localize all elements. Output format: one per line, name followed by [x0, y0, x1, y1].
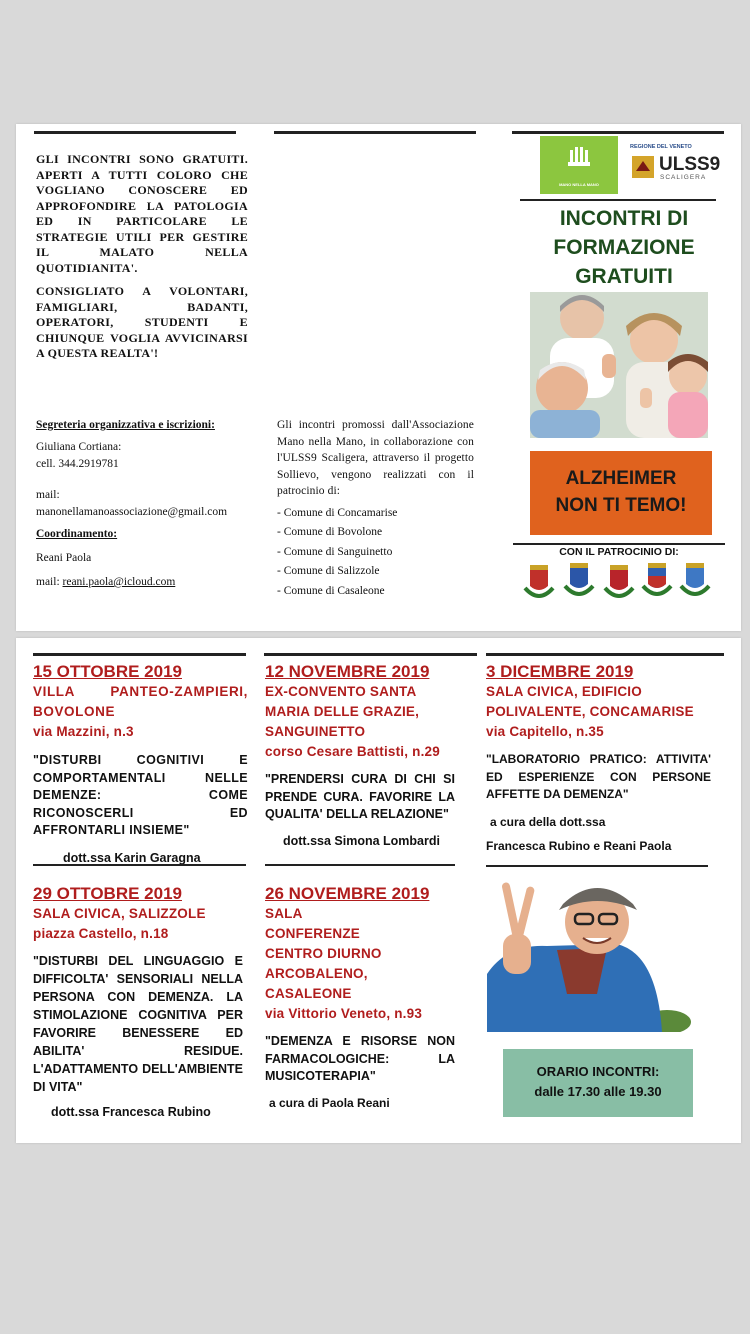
coord-mail-label: mail: [36, 576, 63, 588]
ulss-sub-label: SCALIGERA [660, 174, 707, 181]
comune-item: - Comune di Sanguinetto [277, 543, 474, 563]
municipality-crest-icon [522, 562, 556, 602]
event-address: via Capitello, n.35 [486, 724, 604, 739]
cover-title-line2: FORMAZIONE [553, 236, 695, 259]
event-speaker: dott.ssa Francesca Rubino [51, 1105, 211, 1119]
event-address: via Mazzini, n.3 [33, 724, 134, 739]
coord-mail-link[interactable]: reani.paola@icloud.com [62, 576, 176, 588]
promotion-block [277, 417, 474, 601]
alzheimer-line1: ALZHEIMER [565, 468, 677, 489]
event-address: corso Cesare Battisti, n.29 [265, 744, 440, 759]
brochure-inner-page [16, 638, 741, 1143]
event-date: 29 OTTOBRE 2019 [33, 884, 182, 903]
comune-item: - Comune di Concamarise [277, 504, 474, 524]
event-card [33, 884, 243, 1121]
event-card [486, 662, 711, 855]
event-card [265, 662, 455, 850]
intro-paragraph-1: GLI INCONTRI SONO GRATUITI. APERTI A TUTTI COLORO CHE VOGLIANO CONOSCERE ED APPROFONDIRE LA PATOLOGIA ED IN PARTICOLARE LE STRATEGIE UTILI PER GESTIRE IL MALATO NELLA QUOTIDIANITA'. [36, 152, 248, 275]
coord-heading: Coordinamento: [36, 528, 118, 540]
elderly-group-photo [530, 292, 708, 438]
municipality-crest-icon [562, 560, 596, 600]
comune-item: - Comune di Salizzole [277, 562, 474, 582]
cover-title-line1: INCONTRI DI [559, 207, 689, 230]
elderly-man-photo [487, 874, 707, 1032]
association-logo [540, 136, 618, 194]
event-speaker-line2: Francesca Rubino e Reani Paola [486, 838, 672, 853]
comune-item: - Comune di Casaleone [277, 582, 474, 602]
event-venue: SALA CONFERENZE CENTRO DIURNO ARCOBALENO, CASALEONE [265, 906, 382, 1001]
association-label: MANO NELLA MANO [559, 182, 599, 187]
event-topic: "PRENDERSI CURA DI CHI SI PRENDE CURA. FAVORIRE LA QUALITA' DELLA RELAZIONE" [265, 772, 455, 821]
municipality-crest-icon [678, 560, 712, 600]
ulss-label: ULSS9 [659, 154, 721, 175]
event-topic: "LABORATORIO PRATICO: ATTIVITA' ED ESPERIENZE CON PERSONE AFFETTE DA DEMENZA" [486, 752, 711, 801]
contacts-block [36, 418, 248, 589]
event-speaker-line1: a cura della dott.ssa [490, 814, 606, 829]
event-venue: VILLA PANTEO-ZAMPIERI, BOVOLONE [33, 684, 248, 719]
event-topic: "DEMENZA E RISORSE NON FARMACOLOGICHE: LA MUSICOTERAPIA" [265, 1034, 455, 1083]
cover-title-line3: GRATUITI [575, 265, 673, 288]
intro-paragraph-2: CONSIGLIATO A VOLONTARI, FAMIGLIARI, BADANTI, OPERATORI, STUDENTI E CHIUNQUE VOGLIA AVVICINARSI A QUESTA REALTA'! [36, 284, 248, 360]
region-label: REGIONE DEL VENETO [630, 144, 692, 150]
coord-name: Reani Paola [36, 552, 92, 564]
event-address: via Vittorio Veneto, n.93 [265, 1006, 423, 1021]
column-rule [264, 653, 477, 656]
column-rule [486, 865, 708, 867]
event-card [265, 884, 455, 1112]
event-address: piazza Castello, n.18 [33, 926, 169, 941]
column-rule [512, 131, 724, 134]
column-rule [486, 653, 724, 656]
cover-title [526, 204, 722, 291]
event-speaker: a cura di Paola Reani [269, 1095, 390, 1110]
event-venue: SALA CIVICA, SALIZZOLE [33, 906, 206, 921]
municipality-crest-icon [602, 562, 636, 602]
schedule-title: ORARIO INCONTRI: [536, 1064, 660, 1079]
event-speaker: dott.ssa Karin Garagna [63, 850, 201, 865]
column-rule [33, 864, 246, 866]
schedule-time: dalle 17.30 alle 19.30 [534, 1084, 662, 1099]
promotion-text: Gli incontri promossi dall'Associazione Mano nella Mano, in collaborazione con l'ULSS9 Scaligera, attraverso il progetto Sollievo, vengono realizzati con il patrocinio di: [277, 419, 474, 497]
patrocinio-label: CON IL PATROCINIO DI: [559, 546, 679, 558]
event-topic: "DISTURBI COGNITIVI E COMPORTAMENTALI NELLE DEMENZE: COME RICONOSCERLI ED AFFRONTARLI INSIEME" [33, 753, 248, 837]
event-date: 3 DICEMBRE 2019 [486, 662, 634, 681]
event-topic: "DISTURBI DEL LINGUAGGIO E DIFFICOLTA' SENSORIALI NELLA PERSONA CON DEMENZA. LA STIMOLAZIONE COGNITIVA PER FAVORIRE BENESSERE ED ABILITA' RESIDUE. L'ADATTAMENTO DELL'AMBIENTE DI VITA" [33, 954, 243, 1094]
secretary-heading: Segreteria organizzativa e iscrizioni: [36, 419, 215, 431]
secretary-name: Giuliana Cortiana: [36, 441, 122, 453]
cover-rule [520, 199, 716, 201]
intro-text [36, 152, 248, 370]
event-speaker: dott.ssa Simona Lombardi [283, 833, 440, 848]
alzheimer-line2: NON TI TEMO! [555, 495, 687, 516]
event-date: 12 NOVEMBRE 2019 [265, 662, 430, 681]
coord-mail [36, 575, 248, 589]
column-rule [33, 653, 246, 656]
event-venue: SALA CIVICA, EDIFICIO POLIVALENTE, CONCAMARISE [486, 684, 694, 719]
mail-address[interactable]: manonellamanoassociazione@gmail.com [36, 506, 228, 518]
patrocinio-rule [513, 543, 725, 545]
brochure-outer-page [16, 124, 741, 631]
comuni-list [277, 504, 474, 602]
event-date: 26 NOVEMBRE 2019 [265, 884, 430, 903]
column-rule [265, 864, 455, 866]
column-rule [274, 131, 476, 134]
alzheimer-banner [530, 451, 712, 535]
comune-item: - Comune di Bovolone [277, 523, 474, 543]
event-venue: EX-CONVENTO SANTA MARIA DELLE GRAZIE, SANGUINETTO [265, 684, 420, 739]
municipality-crest-icon [640, 560, 674, 600]
region-shield-icon [632, 156, 654, 178]
event-card [33, 662, 248, 867]
secretary-phone: cell. 344.2919781 [36, 458, 119, 470]
mail-label: mail: [36, 489, 60, 501]
column-rule [34, 131, 236, 134]
schedule-box [503, 1049, 693, 1117]
event-date: 15 OTTOBRE 2019 [33, 662, 182, 681]
